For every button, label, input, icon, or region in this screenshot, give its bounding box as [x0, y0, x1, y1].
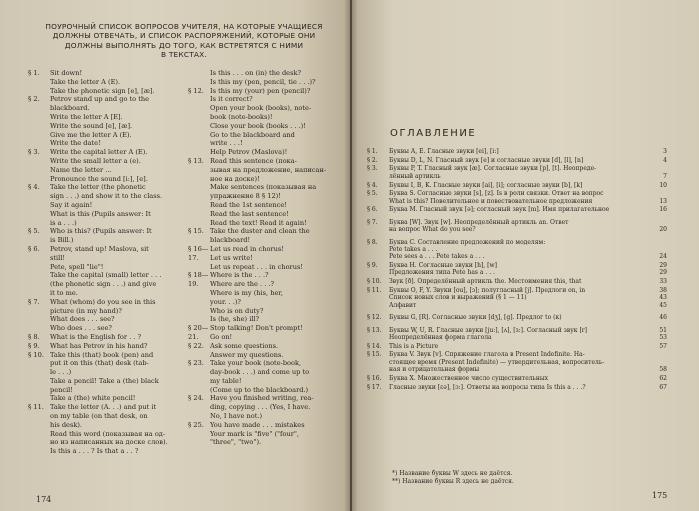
toc-line-text: Pete takes a . . .: [389, 245, 438, 253]
toc-line: [389, 219, 667, 226]
toc-section-number: § 12.: [367, 314, 382, 322]
exercise-line: sign . . .) and show it to the class.: [50, 192, 163, 201]
toc-page-number: [653, 239, 667, 246]
exercise-line: No, I have not.): [210, 412, 263, 421]
exercise-line: Let us read in chorus!: [210, 244, 284, 253]
exercise-text: [210, 359, 346, 394]
exercise-number: § 15.: [188, 227, 204, 236]
exercise-number: § 16—17.: [188, 244, 209, 262]
exercise-text: [50, 342, 188, 351]
toc-page-number: 7: [663, 172, 667, 180]
toc-page-number: 67: [659, 383, 667, 391]
toc-entry: [367, 239, 667, 261]
exercise-item: [188, 245, 346, 271]
toc-line-text: Буква S. Согласные звуки [s], [z]. Is в роли связки. Ответ на вопрос: [389, 190, 604, 198]
heading-line: ДОЛЖНЫ ВЫПОЛНЯТЬ ДО ТОГО, КАК ВСТРЕТЯТСЯ С НИМИ: [64, 40, 304, 50]
toc-line-text: What is this? Повелительное и повествовательное предложения: [389, 197, 593, 205]
exercise-line: Give me the letter A (E).: [50, 130, 132, 139]
toc-line-text: Буквы I, B, K. Гласные звуки [ai], [i]; согласные звуки [b], [k]: [389, 181, 583, 189]
exercise-line: Open your book (books), note-: [210, 104, 312, 113]
toc-page-number: 53: [659, 333, 667, 341]
toc-page-number: 10: [659, 181, 667, 189]
exercise-number: § 3.: [28, 148, 40, 157]
toc-section-number: § 14.: [367, 342, 382, 350]
toc-line-text: Буква M. Гласный звук [ə]; согласный звук [m]. Имя прилагательное: [389, 206, 610, 214]
toc-line: [389, 253, 667, 260]
toc-line-text: Предложения типа Pete has a . . .: [389, 269, 495, 277]
exercise-number: § 13.: [188, 156, 204, 165]
toc-section-number: § 7.: [367, 218, 378, 226]
exercise-line: Write the date!: [50, 139, 101, 148]
toc-section-number: § 2.: [367, 156, 378, 164]
toc-section-number: § 10.: [367, 278, 382, 286]
exercise-line: is Bill.): [50, 236, 74, 245]
toc-line: [389, 246, 667, 253]
exercise-line: Is it correct?: [210, 95, 253, 104]
exercise-line: day-book . . .) and come up to: [210, 368, 310, 377]
toc-page-number: 57: [659, 342, 667, 350]
exercise-item: [188, 324, 346, 342]
exercise-line: Write the small letter a (e).: [50, 156, 141, 165]
exercise-line: Close your book (books . . .)!: [210, 121, 306, 130]
exercise-line: Read the last sentence!: [210, 209, 289, 218]
exercise-item: [28, 95, 188, 148]
exercise-number: § 11.: [28, 403, 44, 412]
heading-line: В ТЕКСТАХ.: [161, 50, 207, 60]
toc-line-text: Буквы G, [R]. Согласные звуки [dʒ], [g]. Предлог to (к): [389, 314, 562, 322]
toc-line: [389, 334, 667, 341]
exercise-item: [28, 403, 188, 456]
toc-entry: [367, 343, 667, 350]
exercise-text: [50, 403, 188, 456]
exercise-line: blackboard!: [210, 236, 251, 245]
toc-entry: [367, 375, 667, 382]
toc-page-number: 29: [659, 262, 667, 270]
toc-line-text: Буквы А, Е. Гласные звуки [ei], [i:]: [389, 148, 499, 155]
toc-line: [389, 314, 667, 321]
toc-page-number: 58: [659, 366, 667, 374]
heading-line: ДОЛЖНЫ ОТВЕЧАТЬ, И СПИСОК РАСПОРЯЖЕНИЙ, КОТОРЫЕ ОНИ: [52, 31, 316, 41]
exercise-number: § 4.: [28, 183, 40, 192]
toc-line-text: Буква V. Звук [v]. Спряжение глагола в Present Indefinite. На-: [389, 351, 585, 359]
toc-line: [389, 343, 667, 350]
exercise-text: [50, 351, 188, 404]
exercise-text: [50, 69, 188, 95]
exercise-item: [28, 148, 188, 183]
exercise-number: § 6.: [28, 244, 40, 253]
exercise-line: Have you finished writing, rea-: [210, 394, 314, 403]
exercise-number: § 22.: [188, 341, 204, 350]
toc-line: [389, 190, 667, 197]
toc-line: [389, 278, 667, 285]
toc-page-number: 38: [659, 286, 667, 294]
toc-line: [389, 262, 667, 269]
toc-page-number: 13: [659, 197, 667, 205]
toc-entry: [367, 219, 667, 234]
toc-line-text: Алфавит: [389, 301, 417, 309]
toc-line: [389, 226, 667, 233]
toc-line-text: лённый артикль: [389, 172, 441, 180]
toc-page-number: 33: [659, 278, 667, 286]
toc-entry: [367, 157, 667, 164]
toc-page-number: 46: [659, 314, 667, 322]
exercise-line: Name the letter ...: [50, 165, 112, 174]
toc-page-number: 16: [659, 206, 667, 214]
toc-page-number: [653, 219, 667, 226]
exercise-line: зывая на предложение, написан-: [210, 165, 327, 174]
exercise-line: Take the letter (the phonetic: [50, 183, 146, 192]
toc-line-text: Буквы W, U, R. Гласные звуки [ju:], [ʌ], [ɜ:]. Согласный звук [r]: [389, 326, 587, 334]
toc-entry: [367, 287, 667, 309]
toc-entry: [367, 384, 667, 391]
toc-line-text: Неопределённая форма глагола: [389, 333, 492, 341]
exercise-text: [50, 298, 188, 333]
exercise-line: Is (he, she) ill?: [210, 315, 260, 324]
toc-title: ОГЛАВЛЕНИЕ: [390, 128, 477, 139]
toc-section-number: § 3.: [367, 165, 378, 173]
exercise-item: [188, 87, 346, 157]
exercise-line: is a . . .): [50, 218, 77, 227]
toc-line-text: Буква H. Согласные звуки [h], [w]: [389, 262, 497, 270]
exercise-line: What is the English for . . ?: [50, 332, 141, 341]
exercise-number: § 2.: [28, 95, 40, 104]
toc-section-number: § 11.: [367, 286, 382, 294]
exercise-number: § 5.: [28, 227, 40, 236]
exercise-line: Where is the . . .?: [210, 271, 269, 280]
toc-line: [389, 351, 667, 358]
exercise-item: [188, 271, 346, 324]
exercise-text: [210, 324, 346, 342]
exercise-number: § 7.: [28, 297, 40, 306]
footnote: **) Название буквы R здесь не даётся.: [392, 478, 514, 485]
toc-page-number: [653, 165, 667, 172]
toc-page-number: [653, 246, 667, 253]
toc-page-number: 20: [659, 226, 667, 234]
page-number-right: 175: [652, 491, 668, 500]
exercise-text: [210, 271, 346, 324]
toc-section-number: § 6.: [367, 206, 378, 214]
toc-page-number: 43: [659, 294, 667, 302]
exercise-line: (the phonetic sign . . .) and give: [50, 280, 157, 289]
toc-entry: [367, 327, 667, 342]
table-of-contents: [367, 148, 667, 392]
exercise-line: Write the letter A [E].: [50, 112, 123, 121]
toc-line-text: на вопрос What do you see?: [389, 226, 476, 234]
exercise-line: Your mark is "five" ("four",: [210, 429, 299, 438]
exercise-line: blackboard.: [50, 104, 90, 113]
toc-line: [389, 302, 667, 309]
exercise-line: Is this my (pen, pencil, tie . . .)?: [210, 77, 316, 86]
toc-entry: [367, 314, 667, 321]
exercise-number: § 20—21.: [188, 324, 209, 341]
toc-section-number: § 17.: [367, 383, 382, 391]
toc-line: [389, 375, 667, 382]
exercise-item: [188, 227, 346, 245]
toc-page-number: [653, 190, 667, 197]
toc-section-number: § 9.: [367, 262, 378, 270]
exercise-line: Write the sound [e], [æ].: [50, 121, 133, 130]
exercise-column-right: [188, 69, 346, 447]
exercise-item: [188, 157, 346, 227]
exercise-number: § 25.: [188, 420, 204, 429]
exercise-line: put it on this (that) desk (tab-: [50, 359, 149, 368]
exercise-number: § 23.: [188, 359, 204, 368]
exercise-line: Is this . . . on (in) the desk?: [210, 69, 301, 77]
exercise-line: Is this a . . . ? Is that a . . ?: [50, 447, 139, 456]
exercise-line: но из написанных на доске слов).: [50, 438, 168, 447]
exercise-text: [50, 245, 188, 298]
toc-entry: [367, 206, 667, 213]
exercise-line: Pete, spell "lie"!: [50, 262, 104, 271]
exercise-line: on my table (on that desk, on: [50, 412, 148, 421]
toc-line-text: Список новых слов и выражений (§ 1 — 11): [389, 294, 527, 302]
exercise-line: it to me.: [50, 288, 78, 297]
exercise-item: [28, 298, 188, 333]
toc-line-text: This is a Picture: [389, 342, 439, 350]
toc-line-text: Буква C. Составление предложений по моделям:: [389, 238, 546, 246]
toc-line-text: стоящее время (Present Indefinite) — утвердительная, вопроситель-: [389, 358, 605, 366]
toc-page-number: [653, 359, 667, 366]
toc-line: [389, 239, 667, 246]
toc-line: [389, 287, 667, 294]
exercise-item: [28, 183, 188, 227]
toc-line-text: Буква [W]. Звук [w]. Неопределённый артикль an. Ответ: [389, 218, 569, 226]
exercise-line: Write the capital letter A (E).: [50, 148, 148, 157]
toc-page-number: 62: [659, 374, 667, 382]
toc-entry: [367, 190, 667, 205]
exercise-line: ное на доске)!: [210, 174, 260, 183]
exercise-line: Who is this? (Pupils answer: It: [50, 227, 152, 236]
toc-page-number: [653, 351, 667, 358]
exercise-line: What (whom) do you see in this: [50, 297, 156, 306]
toc-line: [389, 384, 667, 391]
exercise-line: Read the 1st sentence!: [210, 200, 287, 209]
toc-line-text: Буквы P, T. Гласный звук [æ]. Согласные звуки [p], [t]. Неопреде-: [389, 165, 597, 173]
exercise-number: § 1.: [28, 69, 40, 77]
toc-line: [389, 206, 667, 213]
exercise-line: Stop talking! Don't prompt!: [210, 324, 303, 333]
footnote: *) Название буквы W здесь не даётся.: [392, 470, 513, 477]
exercise-text: [210, 342, 346, 360]
exercise-line: Read the text! Read it again!: [210, 218, 307, 227]
toc-section-number: § 5.: [367, 190, 378, 198]
exercise-line: Take the duster and clean the: [210, 227, 310, 236]
exercise-number: § 8.: [28, 332, 40, 341]
exercise-item: [28, 351, 188, 404]
exercise-line: (Come up to the blackboard.): [210, 385, 309, 394]
toc-entry: [367, 182, 667, 189]
exercise-line: Answer my questions.: [210, 350, 284, 359]
exercise-text: [210, 394, 346, 420]
exercise-number: § 12.: [188, 86, 204, 95]
toc-entry: [367, 148, 667, 155]
exercise-line: book (note-books)!: [210, 112, 273, 121]
toc-section-number: § 4.: [367, 181, 378, 189]
exercise-line: my table!: [210, 376, 242, 385]
exercise-item: [28, 333, 188, 342]
toc-section-number: § 16.: [367, 374, 382, 382]
exercise-item: [188, 359, 346, 394]
toc-line-text: ная и отрицательная формы: [389, 366, 480, 374]
toc-entry: [367, 165, 667, 180]
exercise-line: Make sentences (показывая на: [210, 183, 317, 192]
page-number-left: 174: [36, 495, 52, 504]
toc-page-number: 4: [663, 156, 667, 164]
toc-page-number: 51: [659, 326, 667, 334]
left-page-heading: [34, 22, 334, 60]
exercise-item: [28, 227, 188, 245]
toc-line: [389, 198, 667, 205]
toc-page-number: 45: [659, 301, 667, 309]
heading-line: ПОУРОЧНЫЙ СПИСОК ВОПРОСОВ УЧИТЕЛЯ, НА КОТОРЫЕ УЧАЩИЕСЯ: [45, 22, 323, 31]
exercise-item: [28, 69, 188, 95]
exercise-line: Petrov stand up and go to the: [50, 95, 150, 104]
exercise-text: [210, 69, 346, 87]
toc-entry: [367, 262, 667, 277]
exercise-line: What has Petrov in his hand?: [50, 341, 148, 350]
exercise-number: § 10.: [28, 350, 44, 359]
exercise-line: le . . .): [50, 368, 72, 377]
toc-section-number: § 8.: [367, 238, 378, 246]
exercise-line: Petrov, stand up! Maslova, sit: [50, 244, 149, 253]
exercise-text: [210, 421, 346, 447]
toc-line: [389, 359, 667, 366]
toc-line: [389, 327, 667, 334]
exercise-number: [188, 69, 210, 87]
toc-line: [389, 148, 667, 155]
exercise-line: Where are the . . .?: [210, 280, 275, 289]
toc-line: [389, 182, 667, 189]
exercise-line: Take the phonetic sign [e], [æ].: [50, 86, 155, 95]
footnotes: [392, 470, 514, 486]
exercise-column-left: [28, 69, 188, 456]
exercise-line: Let us repeat . . . in chorus!: [210, 262, 303, 271]
exercise-item: [28, 245, 188, 298]
toc-line: [389, 157, 667, 164]
toc-line-text: Буквы D, L, N. Гласный звук [e] и согласные звуки [d], [l], [n]: [389, 156, 584, 164]
toc-line-text: Буквы O, F, Y. Звуки [ou], [ɔ]; полугласный [j]. Предлоги on, in: [389, 286, 586, 294]
exercise-line: Read this sentence (пока-: [210, 156, 297, 165]
exercise-item: [188, 69, 346, 87]
toc-line: [389, 173, 667, 180]
exercise-text: [210, 87, 346, 157]
exercise-text: [210, 227, 346, 245]
exercise-line: Where is my (his, her,: [210, 288, 283, 297]
exercise-text: [50, 95, 188, 148]
exercise-line: Take the capital (small) letter . . .: [50, 271, 162, 280]
exercise-line: Who is on duty?: [210, 306, 264, 315]
exercise-item: [28, 342, 188, 351]
exercise-item: [188, 394, 346, 420]
exercise-text: [210, 157, 346, 227]
toc-line: [389, 294, 667, 301]
exercise-number: § 18—19.: [188, 271, 209, 289]
exercise-line: Take the letter A (E).: [50, 77, 121, 86]
exercise-number: § 9.: [28, 341, 40, 350]
exercise-line: Who does . . . see?: [50, 324, 112, 333]
exercise-text: [50, 148, 188, 183]
toc-page-number: 24: [659, 253, 667, 261]
toc-section-number: § 15.: [367, 351, 382, 359]
toc-entry: [367, 278, 667, 285]
toc-entry: [367, 351, 667, 373]
exercise-line: ding, copying . . . (Yes, I have.: [210, 403, 311, 412]
toc-section-number: § 1.: [367, 148, 378, 155]
toc-line: [389, 165, 667, 172]
exercise-line: Ask some questions.: [210, 341, 279, 350]
exercise-line: You have made . . . mistakes: [210, 420, 305, 429]
exercise-line: pencil!: [50, 385, 73, 394]
exercise-line: your. . .)?: [210, 297, 241, 306]
toc-section-number: § 13.: [367, 326, 382, 334]
exercise-number: § 24.: [188, 394, 204, 403]
exercise-line: Is this my (your) pen (pencil)?: [210, 86, 311, 95]
exercise-line: Pronounce the sound [i:], [e].: [50, 174, 148, 183]
toc-line-text: Гласные звуки [ɛə], [ɔ:]. Ответы на вопросы типа Is this a . . .?: [389, 383, 586, 391]
exercise-line: picture (in my hand)?: [50, 306, 122, 315]
toc-line: [389, 269, 667, 276]
exercise-line: Read this word (показывая на од-: [50, 429, 166, 438]
exercise-item: [188, 421, 346, 447]
exercise-line: "three", "two").: [210, 438, 262, 447]
exercise-line: What is this (Pupils answer: It: [50, 209, 151, 218]
exercise-line: упражнение 8 § 12)!: [210, 192, 281, 201]
exercise-line: Say it again!: [50, 200, 93, 209]
exercise-line: Go to the blackboard and: [210, 130, 295, 139]
exercise-line: Let us write!: [210, 253, 253, 262]
exercise-line: Take this (that) book (pen) and: [50, 350, 154, 359]
exercise-line: write . . .!: [210, 139, 243, 148]
exercise-item: [188, 342, 346, 360]
exercise-text: [50, 183, 188, 227]
exercise-text: [50, 333, 188, 342]
toc-line-text: Звук [ð]. Определённый артикль the. Местоимения this, that: [389, 278, 582, 286]
exercise-line: his desk).: [50, 420, 83, 429]
exercise-line: What does . . . see?: [50, 315, 115, 324]
exercise-line: Take the letter (A. . .) and put it: [50, 403, 157, 412]
exercise-text: [210, 245, 346, 271]
exercise-line: Take a pencil! Take a (the) black: [50, 376, 159, 385]
toc-line-text: Pete sees a . . . Pete takes a . . .: [389, 253, 485, 261]
exercise-line: still!: [50, 253, 66, 262]
book-gutter: [344, 0, 358, 511]
toc-page-number: 3: [663, 148, 667, 155]
exercise-line: Help Petrov (Maslova)!: [210, 148, 288, 157]
exercise-line: Take your book (note-book,: [210, 359, 302, 368]
exercise-line: Go on!: [210, 332, 233, 341]
exercise-line: Sit down!: [50, 69, 83, 77]
toc-line-text: Буква X. Множественное число существительных: [389, 374, 548, 382]
toc-page-number: 29: [659, 269, 667, 277]
exercise-line: Take a (the) white pencil!: [50, 394, 136, 403]
toc-line: [389, 366, 667, 373]
exercise-text: [50, 227, 188, 245]
